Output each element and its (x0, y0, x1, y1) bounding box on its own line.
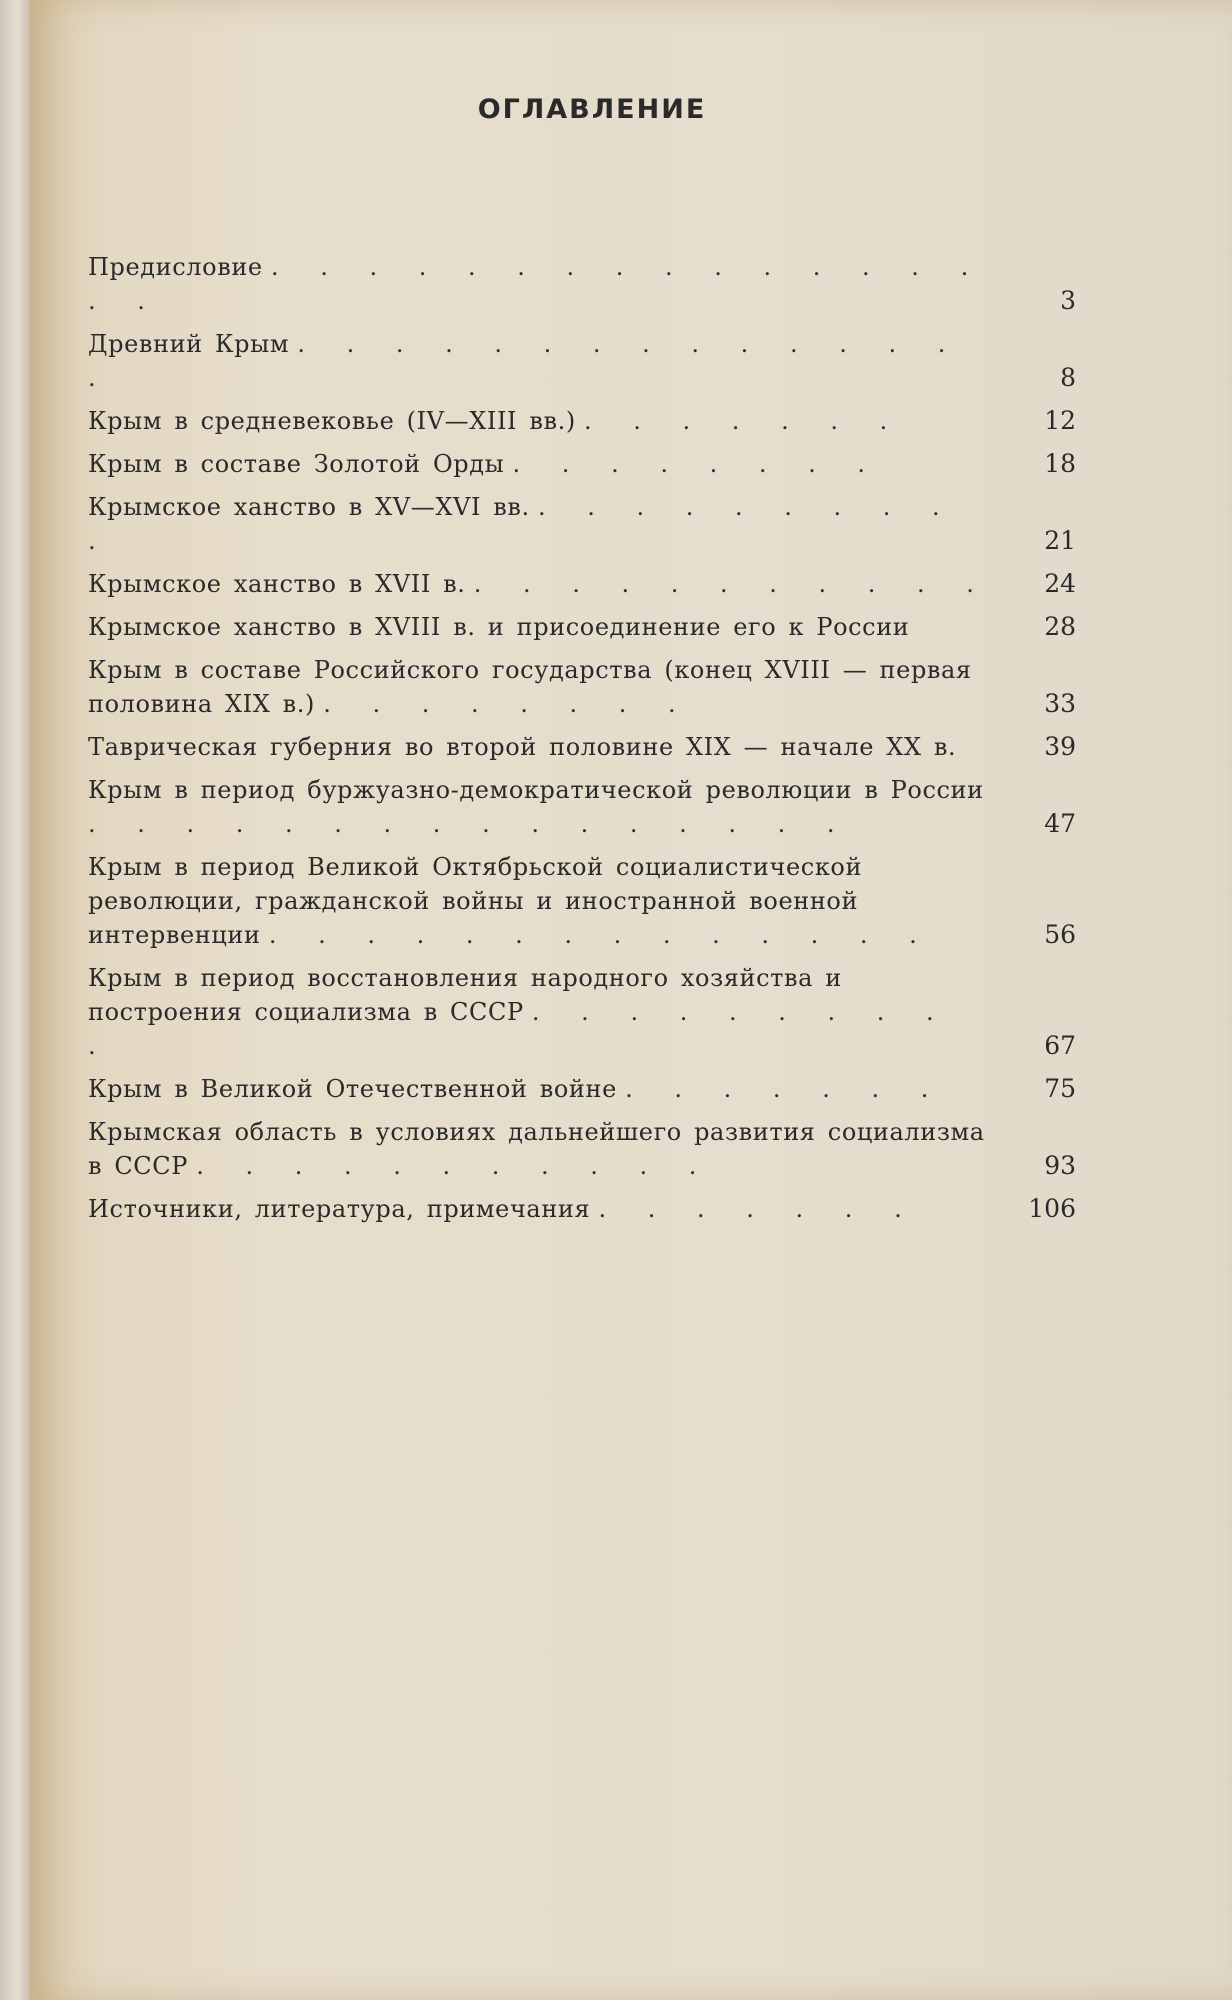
toc-entry (88, 1072, 1088, 1106)
toc-page-number: 39 (1044, 732, 1076, 761)
toc-page-number: 33 (1044, 689, 1076, 718)
toc-page-number: 56 (1044, 920, 1076, 949)
toc-entry-title: Крым в составе Российского государства (конец XVIII — первая половина XIX в.) (88, 656, 972, 718)
toc-entry-title: Крым в период буржуазно-демократической революции в России (88, 776, 984, 804)
toc-entry-title: Крымское ханство в XVII в. (88, 570, 466, 598)
page-edge (0, 0, 30, 2000)
toc-leader-dots: . . . . . . . . (512, 450, 882, 478)
toc-page-number: 8 (1060, 363, 1076, 392)
toc-leader-dots: . . . . . . . (598, 1195, 919, 1223)
toc-entry-title: Источники, литература, примечания (88, 1195, 591, 1223)
table-of-contents (88, 250, 1088, 1235)
toc-page-number: 106 (1028, 1194, 1076, 1223)
page-title: ОГЛАВЛЕНИЕ (477, 94, 707, 125)
toc-page-number: 3 (1060, 286, 1076, 315)
toc-entry (88, 327, 1088, 395)
toc-page-number: 67 (1044, 1031, 1076, 1060)
toc-leader-dots: . . . . . . . (584, 407, 905, 435)
toc-page-number: 47 (1044, 809, 1076, 838)
toc-leader-dots: . . . . . . . . . . . . . . . (88, 330, 963, 392)
toc-leader-dots: . . . . . . . . . . . (473, 570, 991, 598)
toc-entry-title: Крым в период восстановления народного хозяйства и построения социализма в СССР (88, 964, 842, 1026)
toc-entry (88, 610, 1088, 644)
toc-leader-dots: . . . . . . . . . . (88, 493, 957, 555)
toc-entry-title: Крым в Великой Отечественной войне (88, 1075, 617, 1103)
toc-leader-dots: . . . . . . . . . . . . . . . . (88, 810, 852, 838)
toc-entry (88, 250, 1088, 318)
toc-leader-dots: . . . . . . . . . . . . . . (268, 921, 934, 949)
toc-entry (88, 1115, 1088, 1183)
toc-leader-dots: . . . . . . . (625, 1075, 946, 1103)
toc-page-number: 18 (1044, 449, 1076, 478)
toc-page-number: 28 (1044, 612, 1076, 641)
toc-leader-dots: . . . . . . . . . . . . . . . . . (88, 253, 986, 315)
toc-page-number: 24 (1044, 569, 1076, 598)
toc-entry-title: Крым в средневековье (IV—XIII вв.) (88, 407, 576, 435)
toc-entry (88, 653, 1088, 721)
toc-entry (88, 567, 1088, 601)
toc-page-number: 21 (1044, 526, 1076, 555)
toc-entry (88, 730, 1088, 764)
toc-entry-title: Крым в составе Золотой Орды (88, 450, 505, 478)
toc-entry-title: Крымское ханство в XVIII в. и присоединение его к России (88, 613, 910, 641)
toc-entry-title: Крымское ханство в XV—XVI вв. (88, 493, 530, 521)
toc-leader-dots: . . . . . . . . . . . (196, 1152, 714, 1180)
toc-entry (88, 447, 1088, 481)
toc-page-number: 12 (1044, 406, 1076, 435)
toc-entry (88, 773, 1088, 841)
toc-leader-dots: . . . . . . . . . . (88, 998, 951, 1060)
toc-entry (88, 961, 1088, 1063)
book-page (30, 0, 1232, 2000)
toc-entry (88, 850, 1088, 952)
toc-entry-title: Таврическая губерния во второй половине XIX — начале XX в. (88, 733, 957, 761)
toc-entry (88, 490, 1088, 558)
toc-entry-title: Крымская область в условиях дальнейшего развития социализма в СССР (88, 1118, 985, 1180)
toc-entry-title: Крым в период Великой Октябрьской социалистической революции, гражданской войны и иностранной военной интервенции (88, 853, 863, 949)
toc-entry-title: Предисловие (88, 253, 263, 281)
toc-leader-dots: . . . . . . . . (323, 690, 693, 718)
toc-entry (88, 1192, 1088, 1226)
toc-entry-title: Древний Крым (88, 330, 290, 358)
toc-page-number: 93 (1044, 1151, 1076, 1180)
toc-entry (88, 404, 1088, 438)
toc-page-number: 75 (1044, 1074, 1076, 1103)
